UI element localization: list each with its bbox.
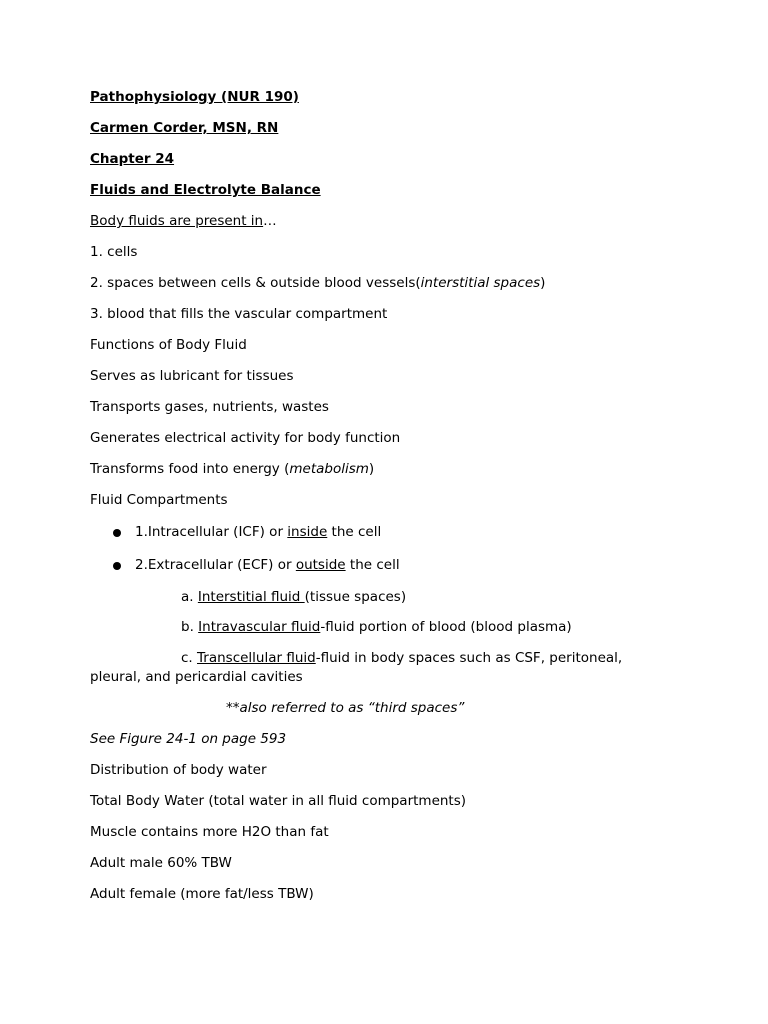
sub-b-underline: Intravascular fluid (198, 619, 321, 635)
sub-item-transcellular (181, 649, 622, 667)
sub-c-pre: c. (181, 650, 198, 666)
function-transport: Transports gases, nutrients, wastes (90, 399, 329, 415)
sub-item-interstitial (181, 588, 406, 606)
bullet-dot-icon (113, 529, 121, 537)
topic-heading: Fluids and Electrolyte Balance (90, 182, 321, 198)
bullet-dot-icon (113, 562, 121, 570)
body-fluids-heading (90, 212, 277, 230)
bullet-1-post: the cell (327, 524, 382, 540)
chapter-heading: Chapter 24 (90, 151, 175, 167)
list-item-blood: 3. blood that fills the vascular compartment (90, 306, 388, 322)
sub-b-post: -fluid portion of blood (blood plasma) (320, 619, 572, 635)
bullet-2-post: the cell (345, 557, 400, 573)
bullet-intracellular (135, 523, 381, 541)
sub-a-post: (tissue spaces) (304, 589, 407, 605)
sub-c-underline: Transcellular fluid (197, 650, 316, 666)
sub-a-pre: a. (181, 589, 198, 605)
function-metabolism (90, 460, 374, 478)
list-item-interstitial (90, 274, 545, 292)
bullet-extracellular (135, 556, 400, 574)
muscle-note: Muscle contains more H2O than fat (90, 824, 329, 840)
function-electrical: Generates electrical activity for body function (90, 430, 401, 446)
sub-b-pre: b. (181, 619, 199, 635)
sub-a-underline: Interstitial fluid (197, 589, 305, 605)
author-line: Carmen Corder, MSN, RN (90, 120, 279, 136)
tbw-definition: Total Body Water (total water in all fluid compartments) (90, 793, 467, 809)
function-4-text: Transforms food into energy ( (90, 461, 290, 477)
bullet-2-underline: outside (295, 557, 346, 573)
compartments-heading: Fluid Compartments (90, 492, 228, 508)
body-fluids-ellipsis: … (263, 213, 277, 229)
sub-item-intravascular (181, 618, 572, 636)
course-title: Pathophysiology (NUR 190) (90, 89, 299, 105)
bullet-1-underline: inside (287, 524, 328, 540)
item-2-text: 2. spaces between cells & outside blood vessels( (90, 275, 421, 291)
third-spaces-note: **also referred to as “third spaces” (226, 700, 465, 716)
bullet-1-pre: 1.Intracellular (ICF) or (135, 524, 288, 540)
function-4-italic: metabolism (289, 461, 369, 477)
item-2-close: ) (540, 275, 546, 291)
adult-male: Adult male 60% TBW (90, 855, 232, 871)
distribution-heading: Distribution of body water (90, 762, 267, 778)
figure-reference: See Figure 24-1 on page 593 (90, 731, 287, 747)
function-lubricant: Serves as lubricant for tissues (90, 368, 294, 384)
function-4-close: ) (368, 461, 375, 477)
body-fluids-heading-text: Body fluids are present in (90, 213, 264, 229)
list-item-cells: 1. cells (90, 244, 138, 260)
bullet-2-pre: 2.Extracellular (ECF) or (135, 557, 296, 573)
functions-heading: Functions of Body Fluid (90, 337, 247, 353)
sub-item-transcellular-continued: pleural, and pericardial cavities (90, 669, 303, 685)
adult-female: Adult female (more fat/less TBW) (90, 886, 314, 902)
item-2-italic: interstitial spaces (420, 275, 541, 291)
sub-c-post: -fluid in body spaces such as CSF, peritoneal, (315, 650, 623, 666)
